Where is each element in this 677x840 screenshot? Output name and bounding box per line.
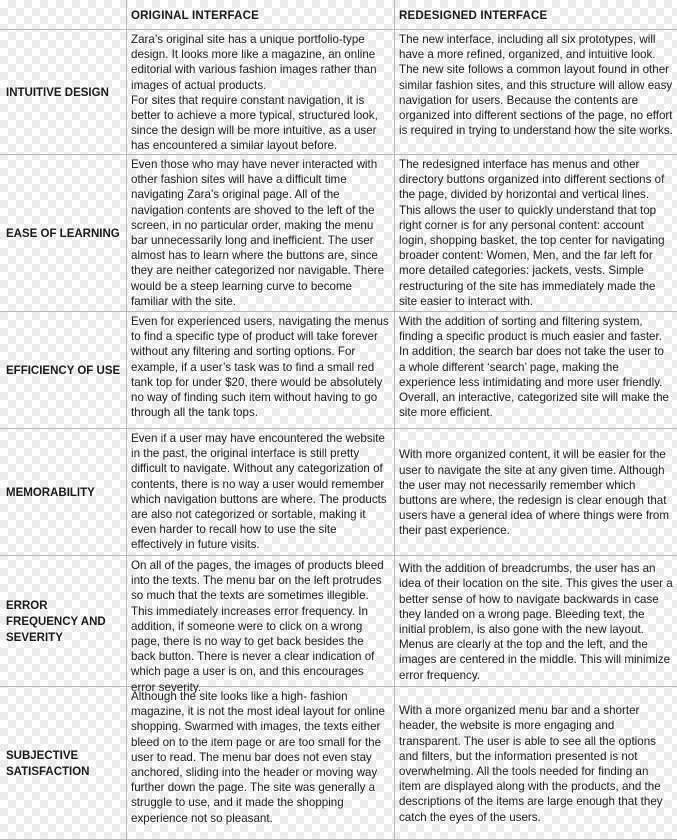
row-label-intuitive-design: INTUITIVE DESIGN	[0, 30, 127, 155]
redesigned-memorability: With more organized content, it will be easier for the user to navigate the site at any given time. Although the user may not necessarily remember which buttons are where, the redesign is clear enough that users have a general idea of where things were from their past experience.	[399, 448, 670, 538]
row-label-memorability: MEMORABILITY	[0, 429, 127, 556]
redesigned-error-frequency: With the addition of breadcrumbs, the user has an idea of their location on the site. This gives the user a better sense of how to navigate backwards in case they landed on a wrong page. Bleeding text, the initial problem, is also gone with the new layout. Menus are clearly at the top and the left, and the images are centered in the middle. This will minimize error frequency.	[399, 562, 673, 682]
original-ease-of-learning: Even those who may have never interacted with other fashion sites will have a difficult time navigating Zara’s original page. All of the navigation contents are shoved to the left of the screen, in no particular order, making the menu bar unnecessarily long and inefficient. The user almost has to learn where the buttons are, since they are neither categorized nor navigable. There would be a steep learning curve to become familiar with the site.	[127, 155, 395, 312]
redesigned-ease-of-learning: The redesigned interface has menus and other directory buttons organized into different sections of the page, divided by horizontal and vertical lines. This allows the user to quickly understand that top right corner is for any personal content: account login, shopping basket, the top center for navigating broader content: Women, Men, and the far left for more detailed categories: jackets, vests. Simple restructuring of the site has immediately made the site easier to interact with.	[395, 155, 677, 312]
redesigned-efficiency-of-use: With the addition of sorting and filtering system, finding a specific product is much easier and faster. In addition, the search bar does not take the user to a whole different ‘search’ page, making the experience less intimidating and more user friendly. Overall, an interactive, categorized site will make the site more efficient.	[395, 312, 677, 429]
redesigned-intuitive-design: The new interface, including all six prototypes, will have a more refined, organized, and intuitive look. The new site follows a common layout found in other similar fashion sites, and this structure will allow easy navigation for users. Because the contents are organized into different sections of the page, no effort is required in trying to understand how the site works.	[395, 30, 677, 155]
row-label-ease-of-learning: EASE OF LEARNING	[0, 155, 127, 312]
original-intuitive-design-p2: For sites that require constant navigation, it is better to achieve a more typical, structured look, since the design will be more intuitive, as a user has encountered a similar layout before.	[131, 93, 378, 153]
row-label-subjective-satisfaction: SUBJECTIVE SATISFACTION	[0, 687, 127, 840]
original-efficiency-of-use: Even for experienced users, navigating the menus to find a specific type of product will take forever without any filtering and sorting options. For example, if a user’s task was to find a small red tank top for under $20, there would be absolutely no way of finding such item without having to go through all the tank tops.	[127, 312, 395, 429]
original-memorability: Even if a user may have encountered the website in the past, the original interface is still pretty difficult to navigate. Without any categorization of contents, there is no way a user would remember which navigation buttons are where. The products are also not categorized or sortable, making it even harder to recall how to use the site effectively in future visits.	[127, 429, 395, 556]
redesigned-subjective-satisfaction-cell	[395, 687, 677, 840]
header-original: ORIGINAL INTERFACE	[127, 0, 395, 30]
original-error-frequency: On all of the pages, the images of products bleed into the texts. The menu bar on the left protrudes so much that the texts are sometimes illegible. This immediately increases error frequency. In addition, if someone were to click on a wrong page, there is no way to get back besides the back button. There is never a clear indication of which page a user is on, and this encourages error severity.	[127, 556, 395, 687]
row-label-error-frequency: ERROR FREQUENCY AND SEVERITY	[0, 556, 127, 687]
redesigned-subjective-satisfaction: With a more organized menu bar and a shorter header, the website is more engaging and transparent. The user is able to see all the options and filters, but the information presented is not overwhelming. All the tools needed for finding an item are displayed along with the products, and the descriptions of the items are large enough that they catch the eyes of the users.	[399, 704, 663, 824]
header-redesigned: REDESIGNED INTERFACE	[395, 0, 677, 30]
row-label-efficiency-of-use: EFFICIENCY OF USE	[0, 312, 127, 429]
original-intuitive-design	[127, 30, 395, 155]
redesigned-memorability-cell	[395, 429, 677, 556]
header-corner	[0, 0, 127, 30]
original-subjective-satisfaction: Although the site looks like a high- fashion magazine, it is not the most ideal layout for online shopping. Swarmed with images, the texts either bleed on to the item page or are too small for the user to read. The menu bar does not even stay anchored, sliding into the header or moving way further down the page. The site was generally a struggle to use, and it made the shopping experience not so pleasant.	[127, 687, 395, 840]
original-intuitive-design-p1: Zara’s original site has a unique portfolio-type design. It looks more like a magazine, an online editorial with various fashion images rather than images of actual products.	[131, 33, 377, 92]
redesigned-error-frequency-cell	[395, 556, 677, 687]
